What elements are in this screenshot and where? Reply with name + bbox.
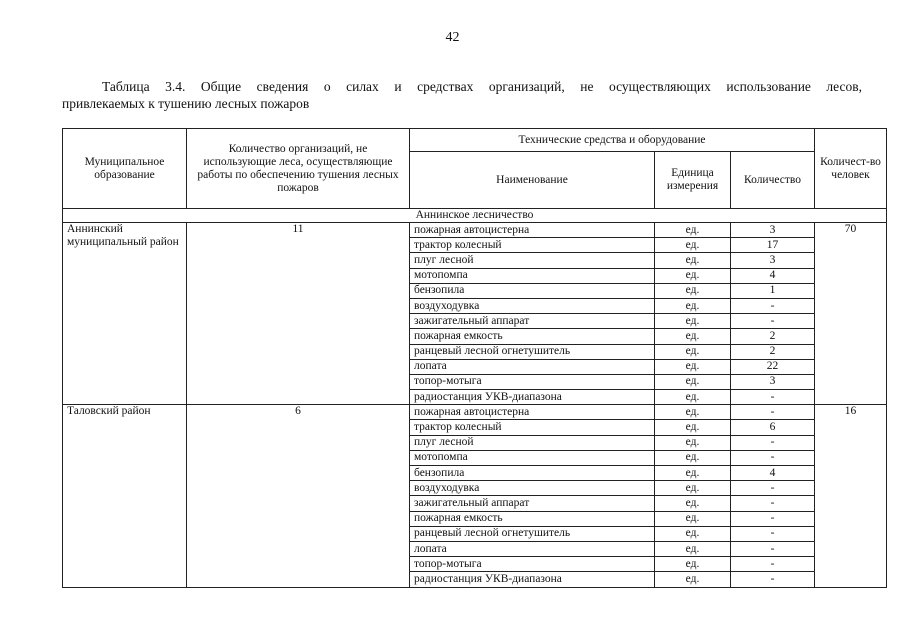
unit-cell: ед. bbox=[655, 253, 731, 268]
equipment-name-cell: мотопомпа bbox=[410, 450, 655, 465]
caption-line-1: Таблица 3.4. Общие сведения о силах и средствах организаций, не осуществляющих использование лесов, bbox=[102, 79, 862, 94]
equipment-name-cell: бензопила bbox=[410, 283, 655, 298]
quantity-cell: - bbox=[731, 405, 815, 420]
equipment-name-cell: воздуходувка bbox=[410, 298, 655, 313]
caption-line-2: привлекаемых к тушению лесных пожаров bbox=[62, 96, 310, 111]
unit-cell: ед. bbox=[655, 268, 731, 283]
quantity-cell: - bbox=[731, 435, 815, 450]
quantity-cell: 17 bbox=[731, 238, 815, 253]
header-people: Количест-во человек bbox=[815, 129, 887, 209]
unit-cell: ед. bbox=[655, 466, 731, 481]
header-equipment: Технические средства и оборудование bbox=[410, 129, 815, 152]
quantity-cell: - bbox=[731, 526, 815, 541]
header-unit: Единица измерения bbox=[655, 152, 731, 209]
equipment-name-cell: радиостанция УКВ-диапазона bbox=[410, 390, 655, 405]
equipment-name-cell: пожарная автоцистерна bbox=[410, 405, 655, 420]
unit-cell: ед. bbox=[655, 450, 731, 465]
equipment-name-cell: бензопила bbox=[410, 466, 655, 481]
equipment-name-cell: топор-мотыга bbox=[410, 374, 655, 389]
unit-cell: ед. bbox=[655, 359, 731, 374]
unit-cell: ед. bbox=[655, 435, 731, 450]
unit-cell: ед. bbox=[655, 511, 731, 526]
unit-cell: ед. bbox=[655, 481, 731, 496]
quantity-cell: 1 bbox=[731, 283, 815, 298]
equipment-name-cell: ранцевый лесной огнетушитель bbox=[410, 526, 655, 541]
equipment-name-cell: лопата bbox=[410, 541, 655, 556]
unit-cell: ед. bbox=[655, 572, 731, 587]
quantity-cell: 3 bbox=[731, 223, 815, 238]
quantity-cell: 22 bbox=[731, 359, 815, 374]
equipment-name-cell: трактор колесный bbox=[410, 420, 655, 435]
equipment-name-cell: пожарная емкость bbox=[410, 329, 655, 344]
unit-cell: ед. bbox=[655, 298, 731, 313]
header-org-count: Количество организаций, не использующие леса, осуществляющие работы по обеспечению тушения лесных пожаров bbox=[187, 129, 410, 209]
quantity-cell: - bbox=[731, 298, 815, 313]
quantity-cell: - bbox=[731, 390, 815, 405]
municipality-cell: Аннинский муниципальный район bbox=[63, 223, 187, 405]
equipment-name-cell: мотопомпа bbox=[410, 268, 655, 283]
people-count-cell: 16 bbox=[815, 405, 887, 587]
quantity-cell: 2 bbox=[731, 344, 815, 359]
unit-cell: ед. bbox=[655, 329, 731, 344]
unit-cell: ед. bbox=[655, 526, 731, 541]
quantity-cell: - bbox=[731, 481, 815, 496]
unit-cell: ед. bbox=[655, 420, 731, 435]
table-row bbox=[63, 223, 887, 238]
unit-cell: ед. bbox=[655, 405, 731, 420]
quantity-cell: - bbox=[731, 511, 815, 526]
quantity-cell: 6 bbox=[731, 420, 815, 435]
equipment-name-cell: топор-мотыга bbox=[410, 557, 655, 572]
equipment-name-cell: пожарная емкость bbox=[410, 511, 655, 526]
org-count-cell: 11 bbox=[187, 223, 410, 405]
quantity-cell: 4 bbox=[731, 268, 815, 283]
quantity-cell: - bbox=[731, 314, 815, 329]
table-caption bbox=[62, 78, 862, 112]
quantity-cell: 4 bbox=[731, 466, 815, 481]
quantity-cell: - bbox=[731, 572, 815, 587]
equipment-name-cell: зажигательный аппарат bbox=[410, 314, 655, 329]
unit-cell: ед. bbox=[655, 223, 731, 238]
equipment-name-cell: трактор колесный bbox=[410, 238, 655, 253]
unit-cell: ед. bbox=[655, 238, 731, 253]
header-name: Наименование bbox=[410, 152, 655, 209]
page-number: 42 bbox=[445, 30, 460, 45]
quantity-cell: 3 bbox=[731, 253, 815, 268]
equipment-name-cell: воздуходувка bbox=[410, 481, 655, 496]
header-quantity: Количество bbox=[731, 152, 815, 209]
section-title: Аннинское лесничество bbox=[63, 209, 887, 223]
unit-cell: ед. bbox=[655, 390, 731, 405]
org-count-cell: 6 bbox=[187, 405, 410, 587]
municipality-cell: Таловский район bbox=[63, 405, 187, 587]
people-count-cell: 70 bbox=[815, 223, 887, 405]
quantity-cell: - bbox=[731, 496, 815, 511]
table-row bbox=[63, 405, 887, 420]
quantity-cell: - bbox=[731, 541, 815, 556]
equipment-name-cell: зажигательный аппарат bbox=[410, 496, 655, 511]
equipment-name-cell: лопата bbox=[410, 359, 655, 374]
unit-cell: ед. bbox=[655, 496, 731, 511]
equipment-name-cell: пожарная автоцистерна bbox=[410, 223, 655, 238]
table-body bbox=[63, 209, 887, 588]
equipment-name-cell: плуг лесной bbox=[410, 253, 655, 268]
header-municipality: Муниципальное образование bbox=[63, 129, 187, 209]
unit-cell: ед. bbox=[655, 374, 731, 389]
unit-cell: ед. bbox=[655, 344, 731, 359]
unit-cell: ед. bbox=[655, 541, 731, 556]
forces-table bbox=[62, 128, 887, 588]
unit-cell: ед. bbox=[655, 283, 731, 298]
unit-cell: ед. bbox=[655, 314, 731, 329]
quantity-cell: 3 bbox=[731, 374, 815, 389]
equipment-name-cell: плуг лесной bbox=[410, 435, 655, 450]
equipment-name-cell: радиостанция УКВ-диапазона bbox=[410, 572, 655, 587]
unit-cell: ед. bbox=[655, 557, 731, 572]
quantity-cell: 2 bbox=[731, 329, 815, 344]
quantity-cell: - bbox=[731, 450, 815, 465]
equipment-name-cell: ранцевый лесной огнетушитель bbox=[410, 344, 655, 359]
quantity-cell: - bbox=[731, 557, 815, 572]
